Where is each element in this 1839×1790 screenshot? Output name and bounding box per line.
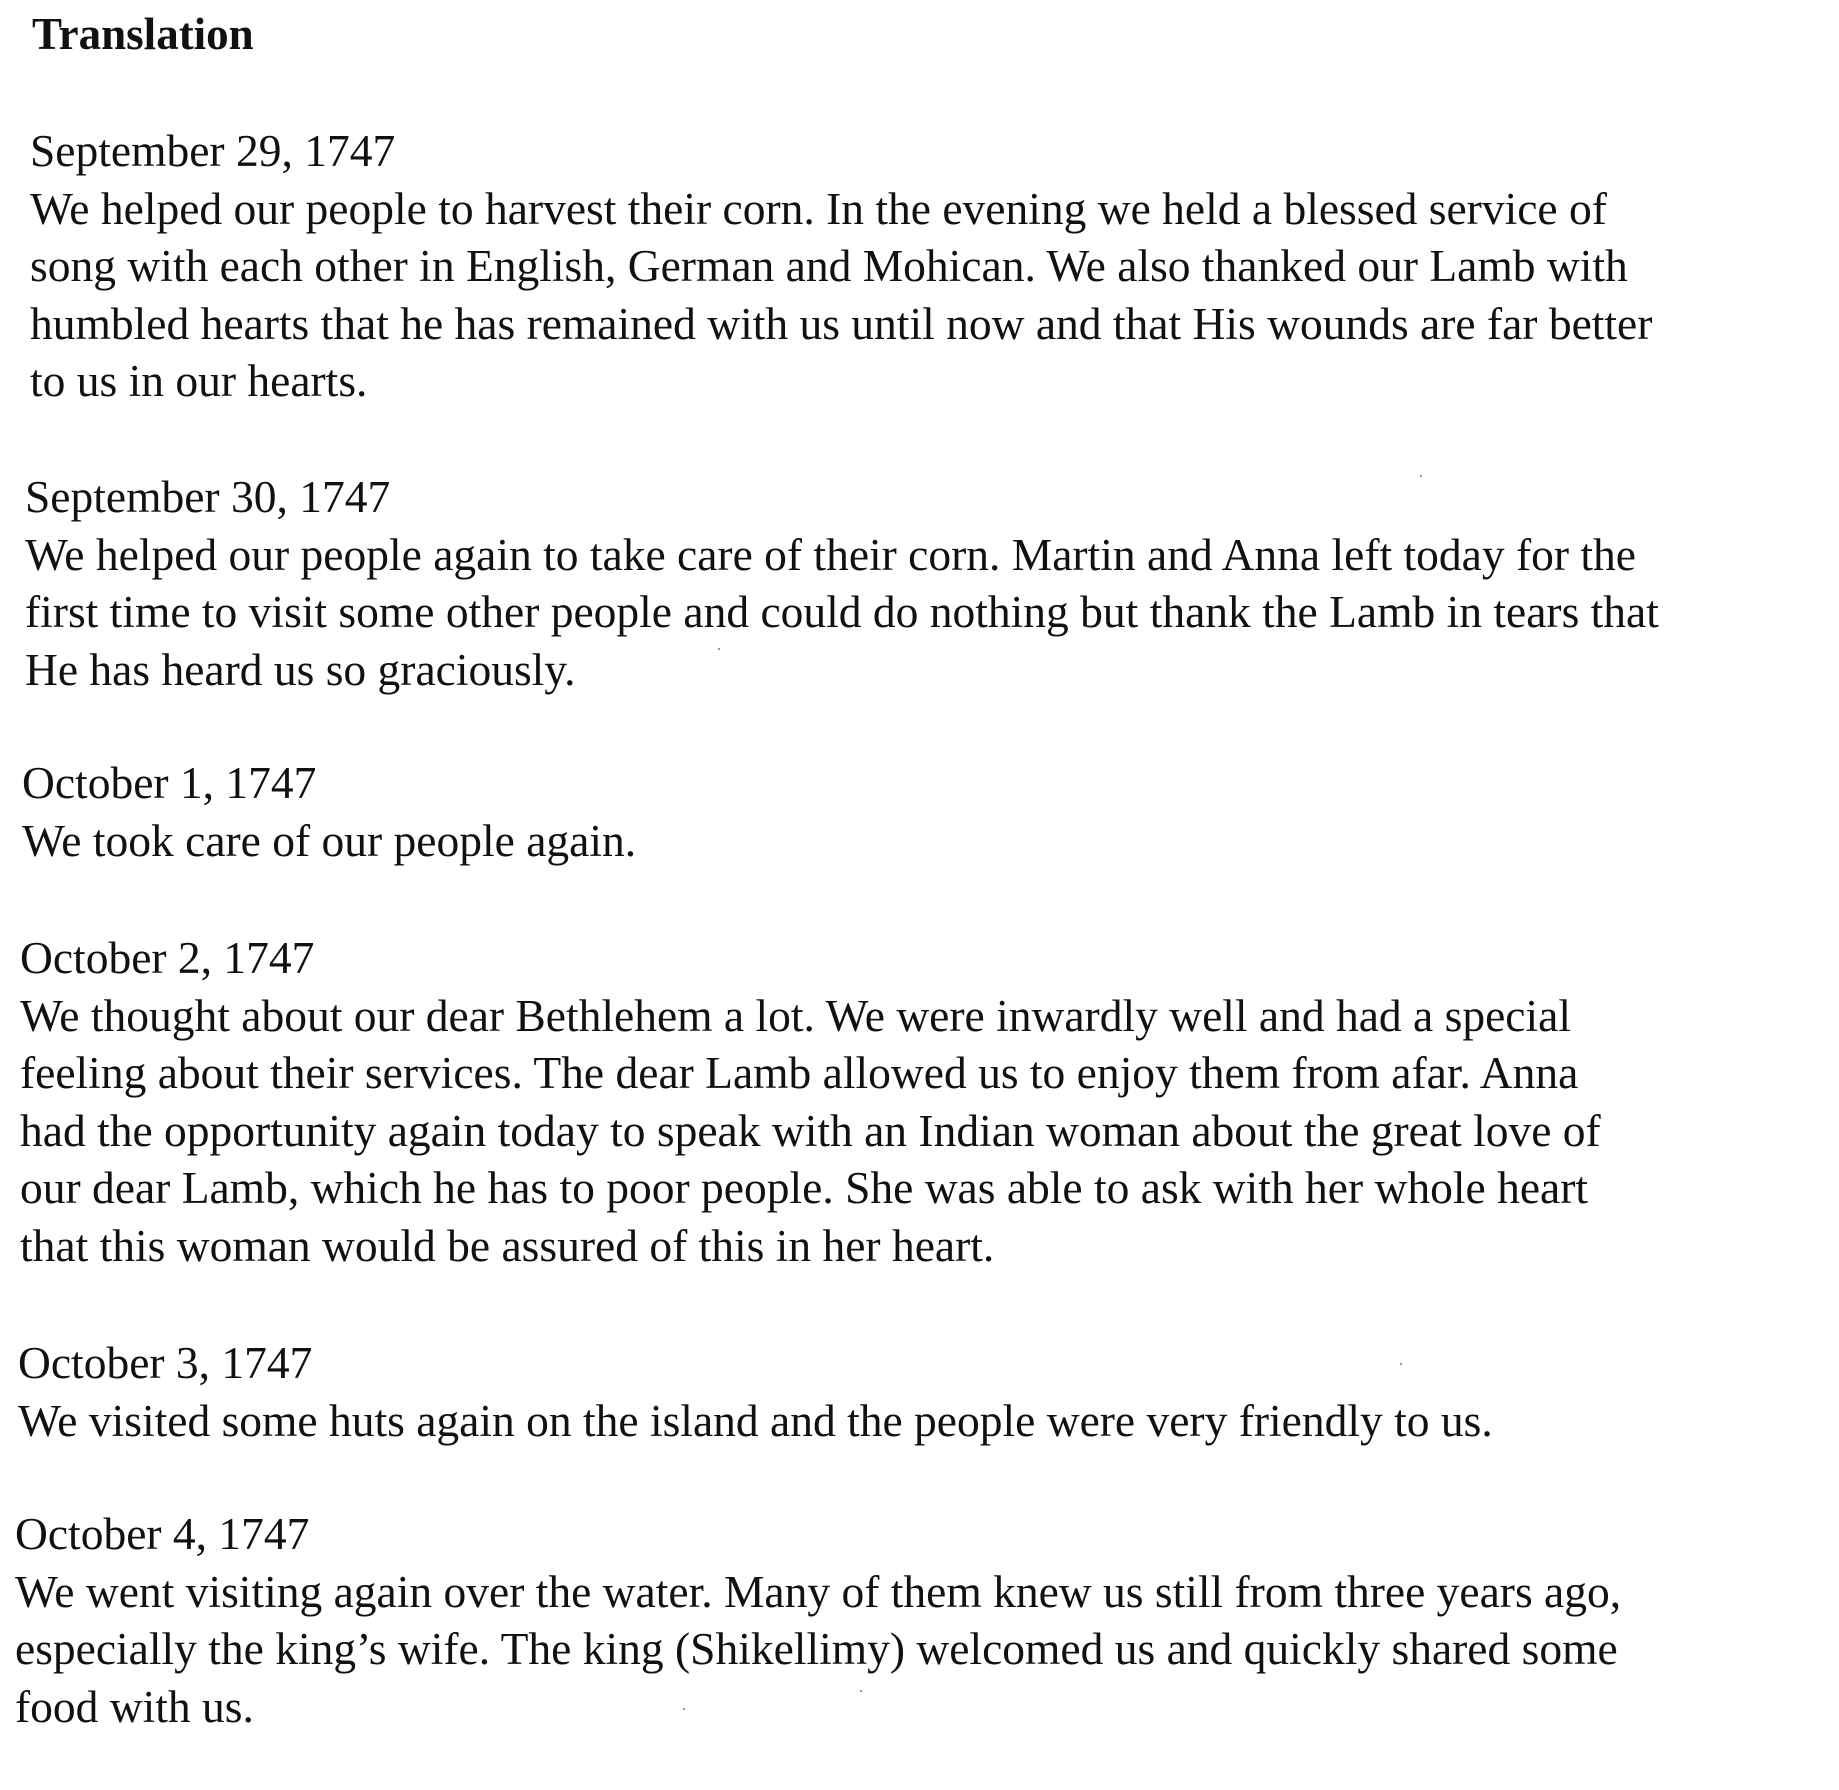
- entry-line: our dear Lamb, which he has to poor people. She was able to ask with her whole heart: [20, 1162, 1589, 1213]
- scan-speck: [718, 648, 720, 650]
- entry-date: October 3, 1747: [18, 1337, 313, 1388]
- entry-body: [30, 180, 1652, 410]
- journal-entry: [22, 754, 636, 869]
- entry-line: song with each other in English, German and Mohican. We also thanked our Lamb with: [30, 240, 1628, 291]
- scan-speck: [860, 1690, 862, 1692]
- entry-line: We took care of our people again.: [22, 814, 637, 866]
- entry-body: [20, 987, 1601, 1275]
- entry-line: He has heard us so graciously.: [25, 643, 576, 695]
- entry-body: [18, 1392, 1493, 1450]
- entry-date: September 30, 1747: [25, 471, 391, 522]
- entry-body: [15, 1563, 1621, 1736]
- entry-date: September 29, 1747: [30, 125, 396, 176]
- journal-entry: [25, 468, 1659, 698]
- journal-entry: [18, 1334, 1493, 1449]
- scan-speck: [1400, 1363, 1402, 1365]
- entry-line: feeling about their services. The dear Lamb allowed us to enjoy them from afar. Anna: [20, 1047, 1579, 1098]
- document-heading: Translation: [32, 9, 254, 59]
- entry-line: We helped our people to harvest their corn. In the evening we held a blessed service of: [30, 182, 1607, 234]
- entry-line: humbled hearts that he has remained with us until now and that His wounds are far better: [30, 297, 1653, 349]
- entry-date: October 2, 1747: [20, 932, 315, 983]
- entry-line: We visited some huts again on the island and the people were very friendly to us.: [18, 1394, 1493, 1446]
- entry-date: October 1, 1747: [22, 757, 317, 808]
- entry-date: October 4, 1747: [15, 1508, 310, 1559]
- entry-line: We thought about our dear Bethlehem a lot. We were inwardly well and had a special: [20, 989, 1571, 1041]
- entry-line: that this woman would be assured of this in her heart.: [20, 1219, 995, 1271]
- scan-speck: [1420, 475, 1422, 477]
- journal-entry: [30, 122, 1652, 410]
- scan-speck: [683, 1708, 685, 1710]
- entry-line: first time to visit some other people and could do nothing but thank the Lamb in tears that: [25, 586, 1659, 637]
- entry-line: especially the king’s wife. The king (Shikellimy) welcomed us and quickly shared some: [15, 1623, 1618, 1674]
- entry-body: [22, 812, 636, 870]
- entry-line: food with us.: [15, 1680, 254, 1732]
- journal-entry: [15, 1505, 1621, 1735]
- entry-body: [25, 526, 1659, 699]
- entry-line: We went visiting again over the water. Many of them knew us still from three years ago,: [15, 1565, 1622, 1617]
- journal-entry: [20, 929, 1601, 1274]
- entry-line: to us in our hearts.: [30, 355, 368, 406]
- entry-line: We helped our people again to take care of their corn. Martin and Anna left today for the: [25, 528, 1636, 580]
- entry-line: had the opportunity again today to speak with an Indian woman about the great love of: [20, 1104, 1601, 1156]
